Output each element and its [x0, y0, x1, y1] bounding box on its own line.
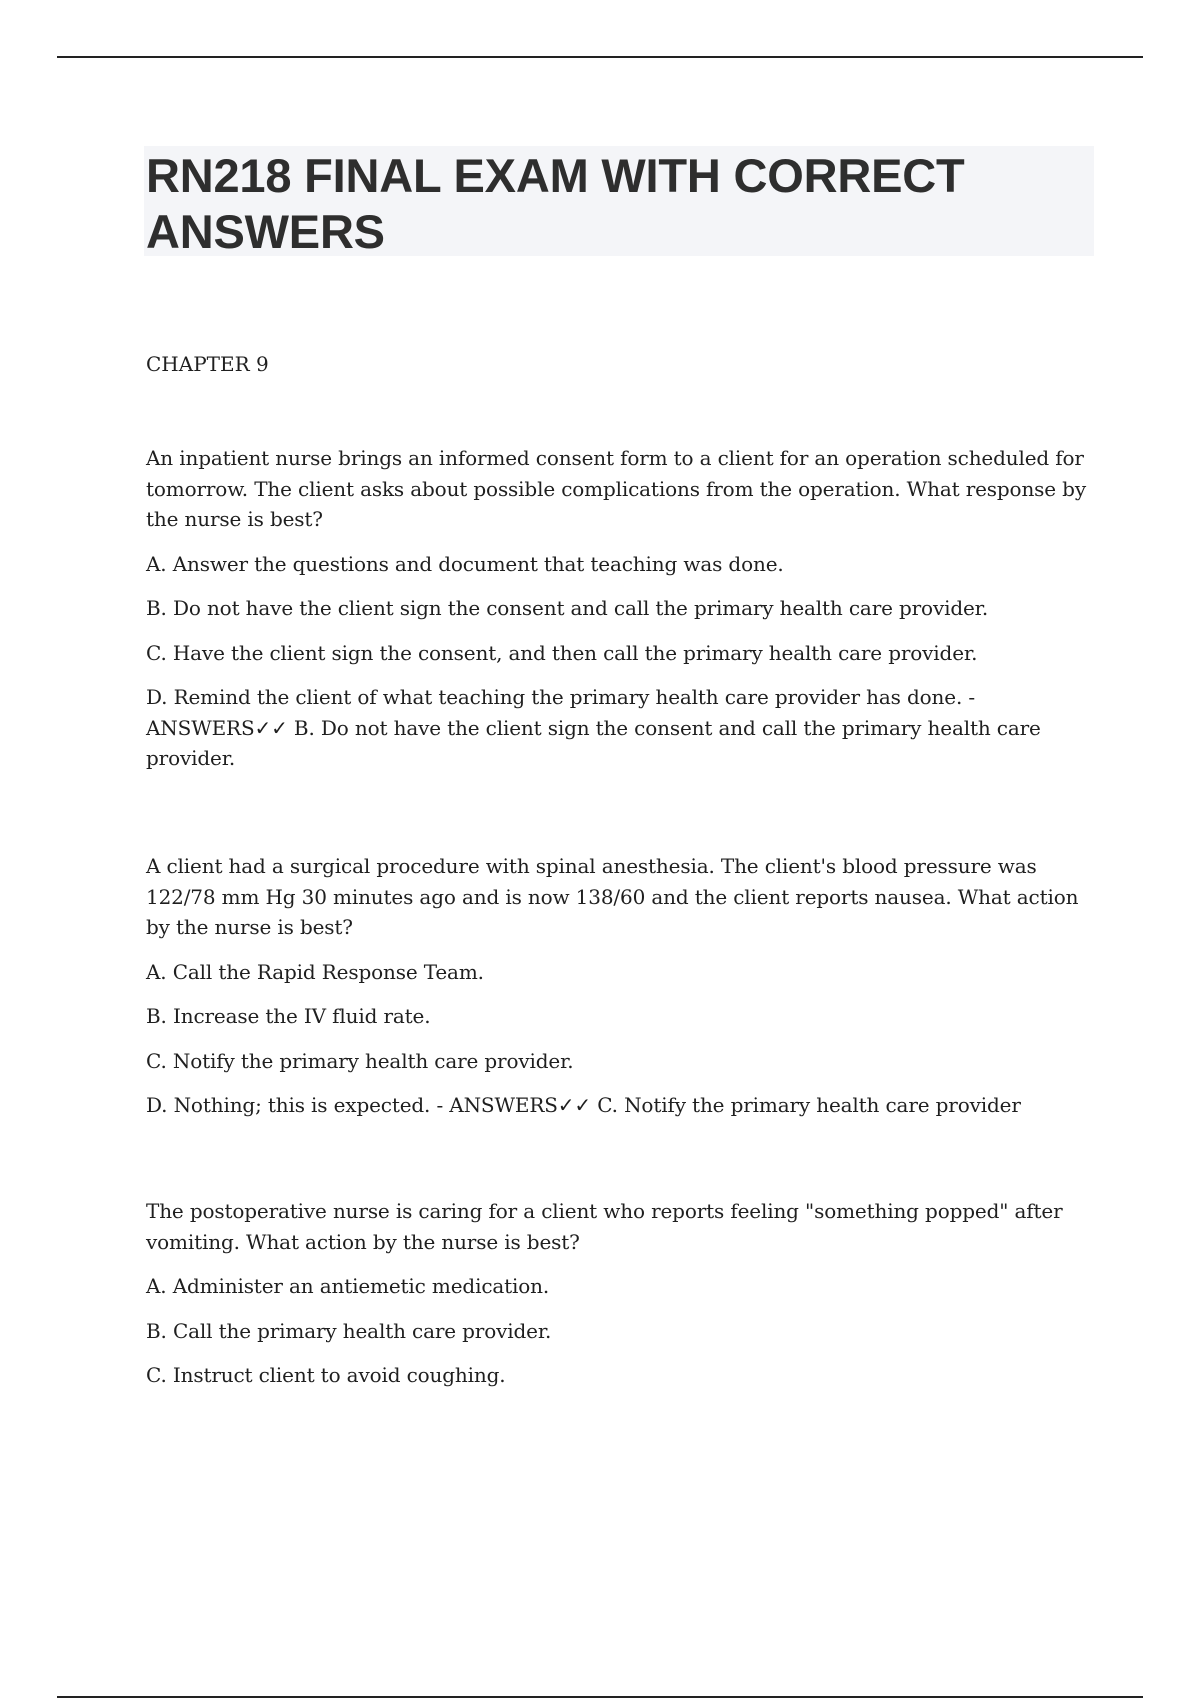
question-text: A client had a surgical procedure with spinal anesthesia. The client's blood pressure was 122/78 mm Hg 30 minutes ago and is now 138/60 and the client reports nausea. What action by the nurse is best? [146, 854, 1079, 939]
option-b: B. Do not have the client sign the consent and call the primary health care provider. [146, 596, 989, 620]
question-3 [146, 1196, 1096, 1391]
option-b: B. Increase the IV fluid rate. [146, 1004, 431, 1028]
question-text: The postoperative nurse is caring for a client who reports feeling "something popped" after vomiting. What action by the nurse is best? [146, 1199, 1063, 1254]
question-2 [146, 851, 1096, 1121]
chapter-heading: CHAPTER 9 [146, 352, 269, 376]
option-c: C. Instruct client to avoid coughing. [146, 1363, 506, 1387]
option-d-with-answer: D. Remind the client of what teaching the primary health care provider has done. - ANSWERS✓✓ B. Do not have the client sign the consent and call the primary health care provider. [146, 685, 1041, 770]
document-title: RN218 FINAL EXAM WITH CORRECT ANSWERS [146, 149, 965, 258]
option-a: A. Answer the questions and document that teaching was done. [146, 551, 784, 576]
option-c: C. Notify the primary health care provider. [146, 1048, 574, 1073]
question-1 [146, 443, 1096, 774]
option-a: A. Administer an antiemetic medication. [146, 1274, 550, 1298]
option-a: A. Call the Rapid Response Team. [146, 959, 484, 984]
option-b: B. Call the primary health care provider. [146, 1318, 552, 1343]
question-text: An inpatient nurse brings an informed consent form to a client for an operation scheduled for tomorrow. The client asks about possible complications from the operation. What response by the nurse is best? [146, 446, 1086, 531]
top-rule [57, 56, 1143, 58]
option-d-with-answer: D. Nothing; this is expected. - ANSWERS✓✓ C. Notify the primary health care provider [146, 1093, 1021, 1117]
bottom-rule [57, 1696, 1143, 1698]
option-c: C. Have the client sign the consent, and then call the primary health care provider. [146, 640, 978, 665]
